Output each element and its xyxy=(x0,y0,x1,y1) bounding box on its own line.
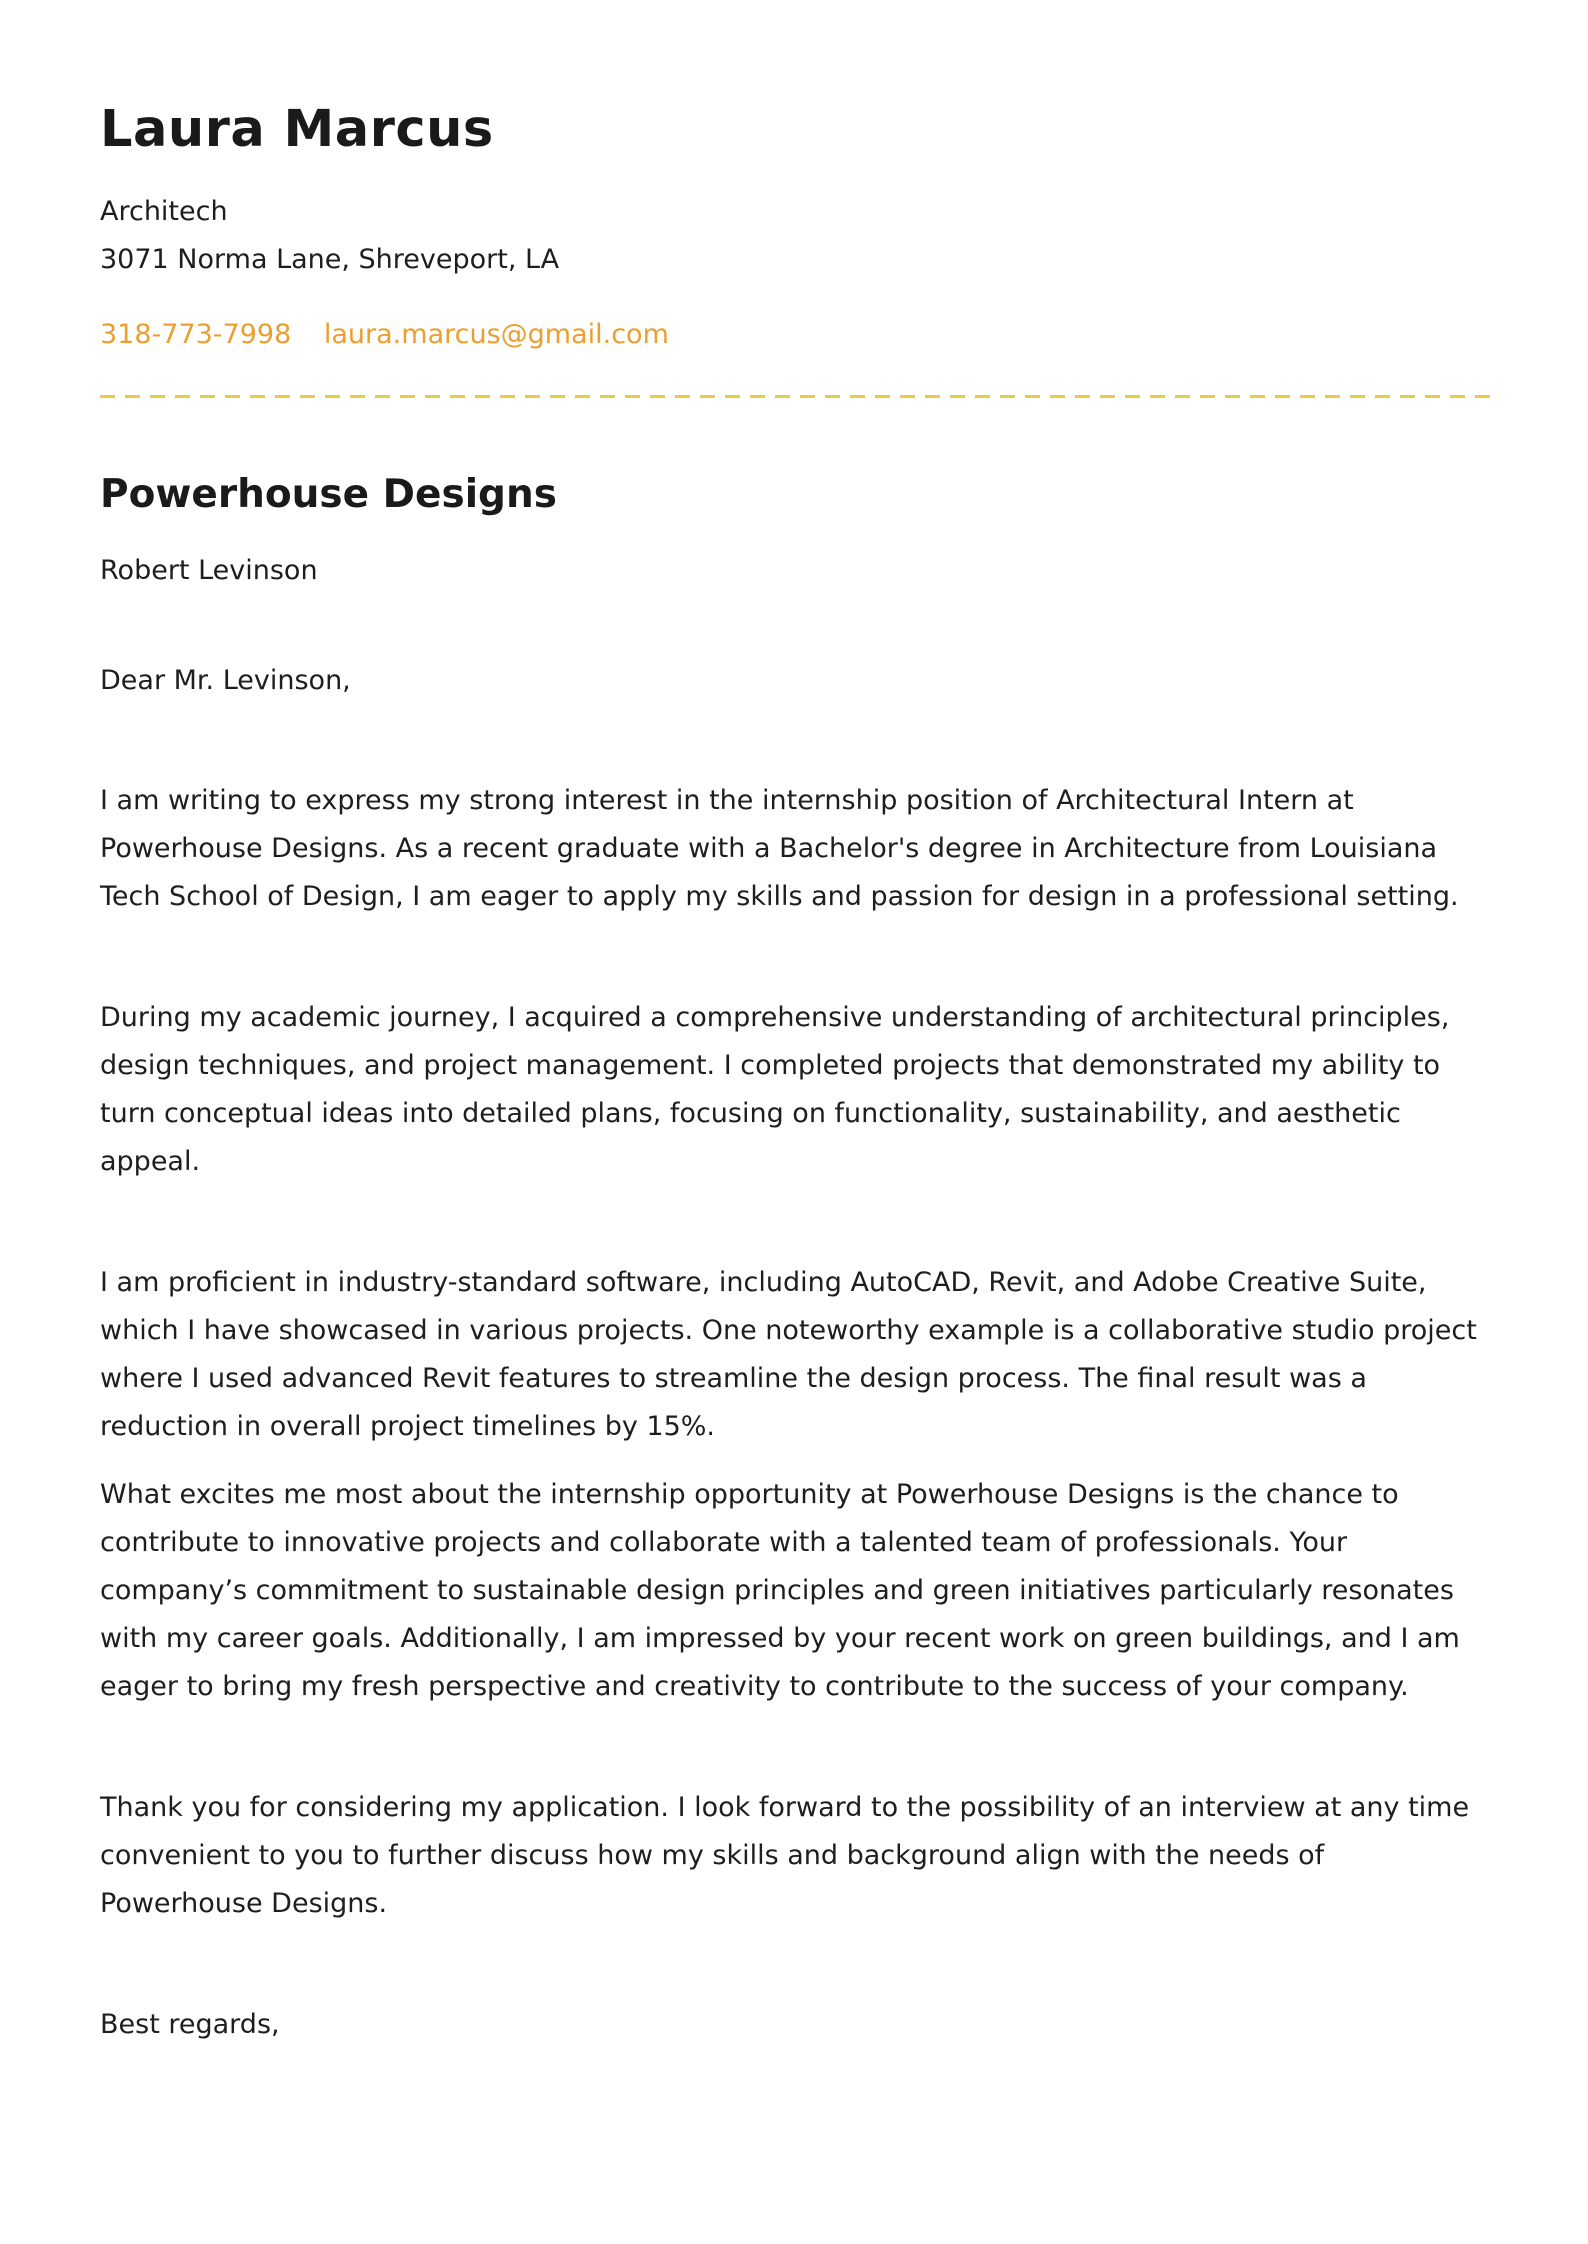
sender-role: Architech xyxy=(100,196,228,227)
letter-paragraph-1: I am writing to express my strong interest in the internship position of Architectural Intern at Powerhouse Designs. As a recent graduate with a Bachelor's degree in Architecture from Louisiana Tech School of Design, I am eager to apply my skills and passion for design in a professional setting. xyxy=(100,784,1459,912)
recipient-name: Robert Levinson xyxy=(100,554,318,586)
letter-paragraph-4: What excites me most about the internship opportunity at Powerhouse Designs is the chance to contribute to innovative projects and collaborate with a talented team of professionals. Your company’s commitment to sustainable design principles and green initiatives particularly resonates with my career goals. Additionally, I am impressed by your recent work on green buildings, and I am eager to bring my fresh perspective and creativity to contribute to the success of your company. xyxy=(100,1478,1460,1702)
letter-paragraph-5: Thank you for considering my application. I look forward to the possibility of an interview at any time convenient to you to further discuss how my skills and background align with the needs of Powerhouse Designs. xyxy=(100,1791,1470,1919)
email-link[interactable]: laura.marcus@gmail.com xyxy=(323,319,669,350)
sender-address: 3071 Norma Lane, Shreveport, LA xyxy=(100,244,560,275)
closing-line: Best regards, xyxy=(100,2008,280,2040)
letter-body xyxy=(100,472,1490,2049)
sender-name: Laura Marcus xyxy=(100,100,494,159)
letter-paragraph-3: I am proficient in industry-standard software, including AutoCAD, Revit, and Adobe Creative Suite, which I have showcased in various projects. One noteworthy example is a collaborative studio project where I used advanced Revit features to streamline the design process. The final result was a reduction in overall project timelines by 15%. xyxy=(100,1266,1477,1442)
greeting-line: Dear Mr. Levinson, xyxy=(100,664,351,696)
sender-contact-row xyxy=(100,311,1490,359)
letter-paragraph-2: During my academic journey, I acquired a comprehensive understanding of architectural principles, design techniques, and project management. I completed projects that demonstrated my ability to turn conceptual ideas into detailed plans, focusing on functionality, sustainability, and aesthetic appeal. xyxy=(100,1001,1450,1177)
letter-header xyxy=(100,100,1490,398)
company-title: Powerhouse Designs xyxy=(100,472,557,517)
phone-link[interactable]: 318-773-7998 xyxy=(100,319,292,350)
dashed-divider xyxy=(100,395,1490,398)
